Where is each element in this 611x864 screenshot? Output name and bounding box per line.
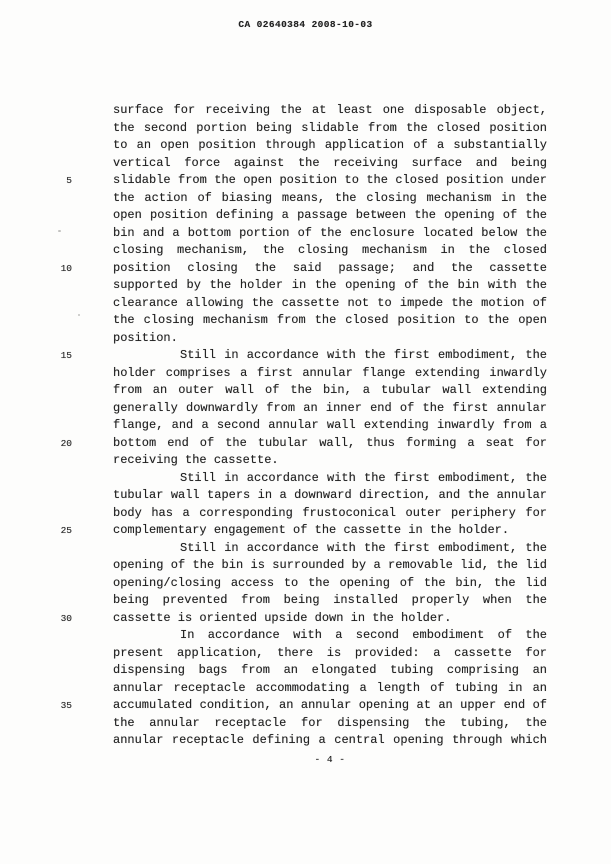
text-line: annular receptacle accommodating a length of tubing in an: [113, 680, 547, 695]
text-row: [0, 347, 611, 365]
text-row: [0, 120, 611, 138]
text-line: holder comprises a first annular flange extending inwardly: [113, 365, 547, 380]
text-row: [0, 540, 611, 558]
text-row: [0, 610, 611, 628]
text-line: position closing the said passage; and the cassette: [113, 260, 547, 275]
text-row: [0, 400, 611, 418]
text-line: clearance allowing the cassette not to impede the motion of: [113, 295, 547, 310]
text-line: Still in accordance with the first embodiment, the: [180, 470, 547, 485]
text-line: closing mechanism, the closing mechanism in the closed: [113, 243, 547, 257]
text-row: [0, 435, 611, 453]
text-line: vertical force against the receiving surface and being: [113, 155, 547, 170]
document-header: CA 02640384 2008-10-03: [238, 19, 373, 30]
text-row: [0, 330, 611, 348]
margin-line-number: 25: [60, 525, 72, 536]
text-line: bottom end of the tubular wall, thus forming a seat for: [113, 435, 547, 450]
text-row: [0, 505, 611, 523]
text-line: opening/closing access to the opening of the bin, the lid: [113, 575, 547, 590]
margin-line-number: 35: [60, 700, 72, 711]
margin-line-number: 15: [60, 350, 72, 361]
text-row: [0, 295, 611, 313]
text-row: [0, 172, 611, 190]
text-row: [0, 260, 611, 278]
text-block: [0, 102, 611, 750]
text-row: [0, 557, 611, 575]
text-row: [0, 522, 611, 540]
text-line: generally downwardly from an inner end of the first annular: [113, 400, 547, 415]
margin-line-number: 20: [60, 437, 72, 449]
text-line: to an open position through application of a substantially: [113, 138, 547, 152]
text-row: [0, 277, 611, 295]
text-line: supported by the holder in the opening of the bin with the: [113, 278, 547, 292]
text-row: [0, 575, 611, 593]
text-line: receiving the cassette.: [113, 453, 279, 467]
margin-line-number: 10: [60, 262, 72, 274]
text-row: [0, 102, 611, 120]
text-line: Still in accordance with the first embodiment, the: [180, 540, 547, 555]
text-row: [0, 417, 611, 435]
text-line: flange, and a second annular wall extending inwardly from a: [113, 418, 547, 432]
text-line: surface for receiving the at least one disposable object,: [113, 103, 547, 117]
text-line: body has a corresponding frustoconical outer periphery for: [113, 505, 547, 520]
text-row: [0, 732, 611, 750]
text-row: [0, 627, 611, 645]
text-line: open position defining a passage between the opening of the: [113, 208, 547, 222]
text-line: accumulated condition, an annular opening at an upper end of: [113, 698, 547, 712]
text-row: [0, 715, 611, 733]
text-row: [0, 137, 611, 155]
text-row: [0, 470, 611, 488]
text-row: [0, 645, 611, 663]
text-row: [0, 312, 611, 330]
text-row: [0, 365, 611, 383]
text-line: opening of the bin is surrounded by a removable lid, the lid: [113, 558, 547, 572]
text-line: position.: [113, 330, 178, 345]
text-row: [0, 680, 611, 698]
text-line: Still in accordance with the first embodiment, the: [180, 348, 547, 362]
text-line: the closing mechanism from the closed position to the open: [113, 313, 547, 327]
text-row: [0, 487, 611, 505]
text-line: complementary engagement of the cassette in the holder.: [113, 523, 510, 537]
text-line: slidable from the open position to the closed position under: [113, 173, 547, 187]
margin-line-number: 30: [60, 612, 72, 624]
text-row: [0, 190, 611, 208]
text-row: [0, 242, 611, 260]
text-row: [0, 697, 611, 715]
text-line: the second portion being slidable from the closed position: [113, 120, 547, 135]
text-row: [0, 452, 611, 470]
text-line: dispensing bags from an elongated tubing comprising an: [113, 663, 547, 677]
text-line: being prevented from being installed properly when the: [113, 593, 547, 607]
margin-line-number: 5: [66, 175, 72, 186]
text-line: annular receptacle defining a central opening through which: [113, 733, 547, 747]
text-line: bin and a bottom portion of the enclosure located below the: [113, 225, 547, 240]
text-line: the action of biasing means, the closing mechanism in the: [113, 190, 547, 205]
text-row: [0, 382, 611, 400]
page-number: - 4 -: [314, 754, 346, 765]
text-line: cassette is oriented upside down in the holder.: [113, 610, 452, 625]
text-line: from an outer wall of the bin, a tubular wall extending: [113, 383, 547, 397]
text-row: [0, 207, 611, 225]
text-line: present application, there is provided: a cassette for: [113, 645, 547, 660]
text-row: [0, 155, 611, 173]
text-line: the annular receptacle for dispensing the tubing, the: [113, 715, 547, 730]
text-line: tubular wall tapers in a downward direction, and the annular: [113, 488, 547, 502]
text-row: [0, 662, 611, 680]
text-row: [0, 225, 611, 243]
text-line: In accordance with a second embodiment of the: [180, 628, 547, 642]
text-row: [0, 592, 611, 610]
